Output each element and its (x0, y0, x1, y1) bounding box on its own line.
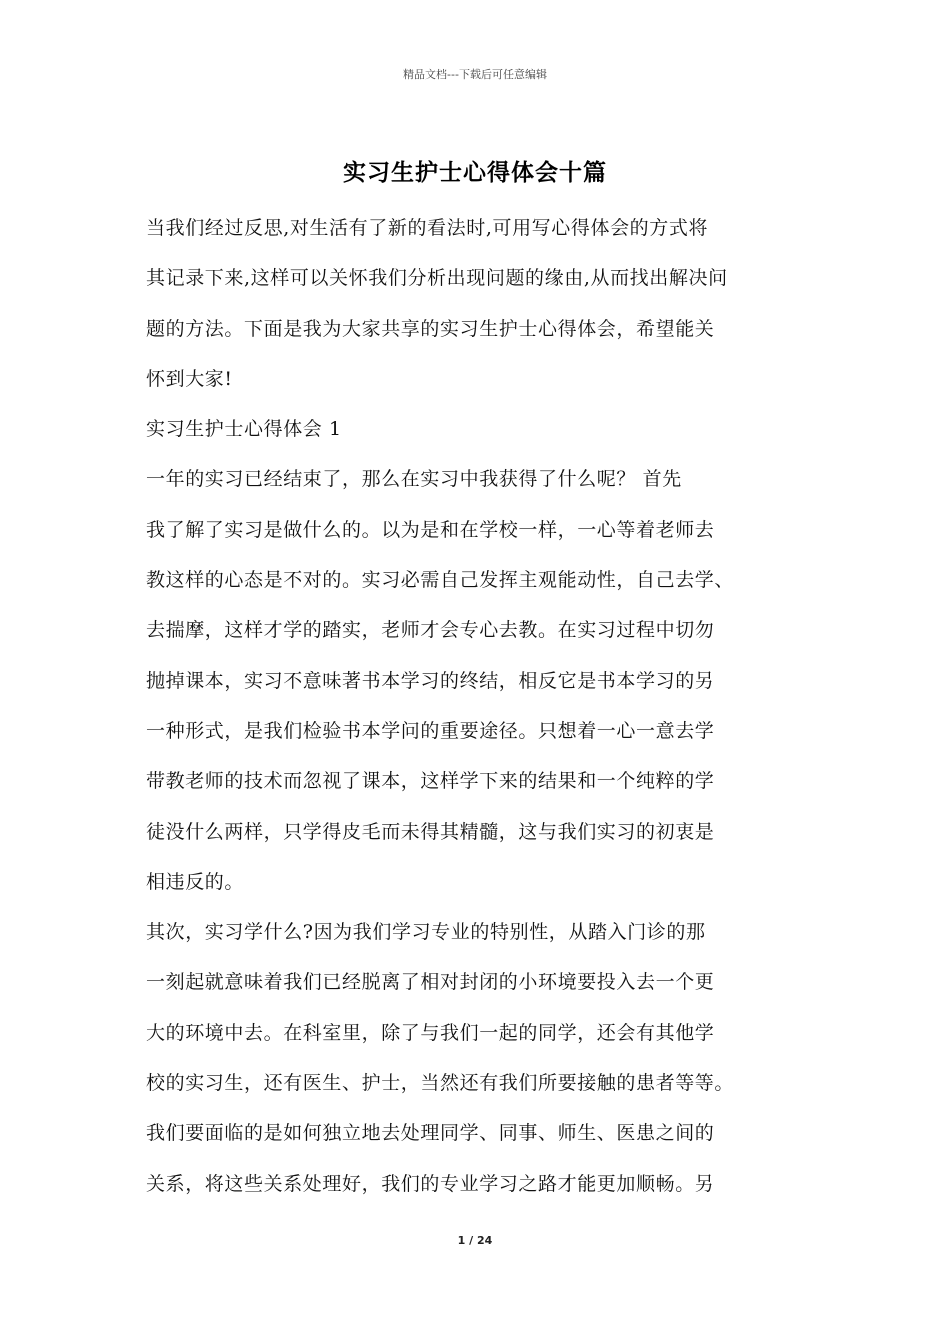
body-line: 怀到大家! (146, 367, 233, 390)
header-note: 精品文档---下载后可任意编辑 (403, 68, 547, 81)
body-line: 题的方法。下面是我为大家共享的实习生护士心得体会，希望能关 (146, 317, 715, 340)
body-line: 大的环境中去。在科室里，除了与我们一起的同学，还会有其他学 (146, 1021, 715, 1044)
body-line: 校的实习生，还有医生、护士，当然还有我们所要接触的患者等等。 (146, 1072, 735, 1095)
body-line: 去揣摩，这样才学的踏实，老师才会专心去教。在实习过程中切勿 (146, 619, 715, 642)
body-line: 其次，实习学什么?因为我们学习专业的特别性，从踏入门诊的那 (146, 921, 706, 944)
body-line: 我们要面临的是如何独立地去处理同学、同事、师生、医患之间的 (146, 1122, 715, 1145)
body-line: 一种形式，是我们检验书本学问的重要途径。只想着一心一意去学 (146, 719, 715, 742)
body-line: 我了解了实习是做什么的。以为是和在学校一样，一心等着老师去 (146, 518, 715, 541)
body-line: 带教老师的技术而忽视了课本，这样学下来的结果和一个纯粹的学 (146, 770, 715, 793)
page-number: 1 / 24 (457, 1234, 493, 1247)
document-title: 实习生护士心得体会十篇 (343, 160, 607, 186)
body-line: 相违反的。 (146, 870, 245, 893)
section-heading: 实习生护士心得体会 1 (146, 418, 342, 441)
document-body (146, 203, 816, 1209)
body-line: 当我们经过反思,对生活有了新的看法时,可用写心得体会的方式将 (146, 217, 709, 239)
body-line: 其记录下来,这样可以关怀我们分析出现问题的缘由,从而找出解决问 (146, 267, 728, 290)
body-line: 一年的实习已经结束了，那么在实习中我获得了什么呢？ 首先 (146, 468, 682, 491)
body-line: 教这样的心态是不对的。实习必需自己发挥主观能动性，自己去学、 (146, 569, 735, 592)
body-line: 徒没什么两样，只学得皮毛而未得其精髓，这与我们实习的初衷是 (146, 820, 715, 843)
body-line: 抛掉课本，实习不意味著书本学习的终结，相反它是书本学习的另 (146, 669, 715, 692)
body-line: 一刻起就意味着我们已经脱离了相对封闭的小环境要投入去一个更 (146, 971, 715, 994)
body-line: 关系，将这些关系处理好，我们的专业学习之路才能更加顺畅。另 (146, 1172, 715, 1195)
